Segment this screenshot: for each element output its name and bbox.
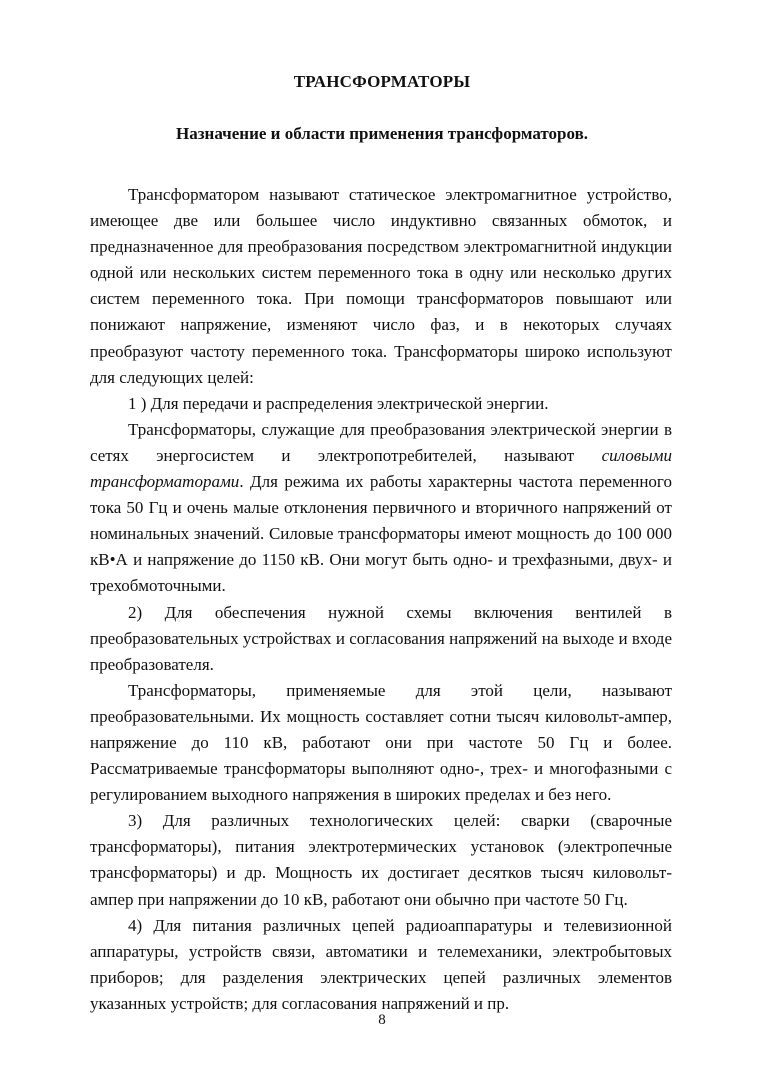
paragraph-text: . Для режима их работы характерны частота переменного тока 50 Гц и очень малые отклонения первичного и вторичного напряжений от номинальных значений. Силовые трансформаторы имеют мощность до 100 000 кВ•А и напряжение до 1150 кВ. Они могут быть одно- и трехфазными, двух- и трехобмоточными. <box>90 472 672 596</box>
paragraph-converter-transformers: Трансформаторы, применяемые для этой цели, называют преобразовательными. Их мощность составляет сотни тысяч киловольт-ампер, напряжение до 110 кВ, работают они при частоте 50 Гц и более. Рассматриваемые трансформаторы выполняют одно-, трех- и многофазными с регулированием выходного напряжения в широких пределах и без него. <box>90 680 672 805</box>
paragraph-definition: Трансформатором называют статическое электромагнитное устройство, имеющее две или большее число индуктивно связанных обмоток, и предназначенное для преобразования посредством электромагнитной индукции одной или нескольких систем переменного тока в одну или несколько других систем переменного тока. При помощи трансформаторов повышают или понижают напряжение, изменяют число фаз, и в некоторых случаях преобразуют частоту переменного тока. Трансформаторы широко используют для следующих целей: <box>90 185 672 387</box>
page-title: ТРАНСФОРМАТОРЫ <box>293 72 471 91</box>
page-number: 8 <box>378 1012 386 1028</box>
list-item-2: 2) Для обеспечения нужной схемы включения вентилей в преобразовательных устройствах и согласования напряжений на выходе и входе преобразователя. <box>90 602 672 674</box>
paragraph-power-transformers <box>90 417 672 600</box>
list-item-1: 1 ) Для передачи и распределения электрической энергии. <box>128 393 549 413</box>
list-item-3: 3) Для различных технологических целей: сварки (сварочные трансформаторы), питания электротермических установок (электропечные трансформаторы) и др. Мощность их достигает десятков тысяч киловольт-ампер при напряжении до 10 кВ, работают они обычно при частоте 50 Гц. <box>90 811 672 909</box>
list-item-4: 4) Для питания различных цепей радиоаппаратуры и телевизионной аппаратуры, устройств связи, автоматики и телемеханики, электробытовых приборов; для разделения электрических цепей различных элементов указанных устройств; для согласования напряжений и пр. <box>90 915 672 1013</box>
body-text <box>90 168 672 1017</box>
term-emphasis: силовыми трансформаторами <box>90 445 672 492</box>
section-heading: Назначение и области применения трансформаторов. <box>175 124 589 143</box>
paragraph-text: Трансформаторы, служащие для преобразования электрической энергии в сетях энергосистем и электропотребителей, называют <box>90 419 672 465</box>
